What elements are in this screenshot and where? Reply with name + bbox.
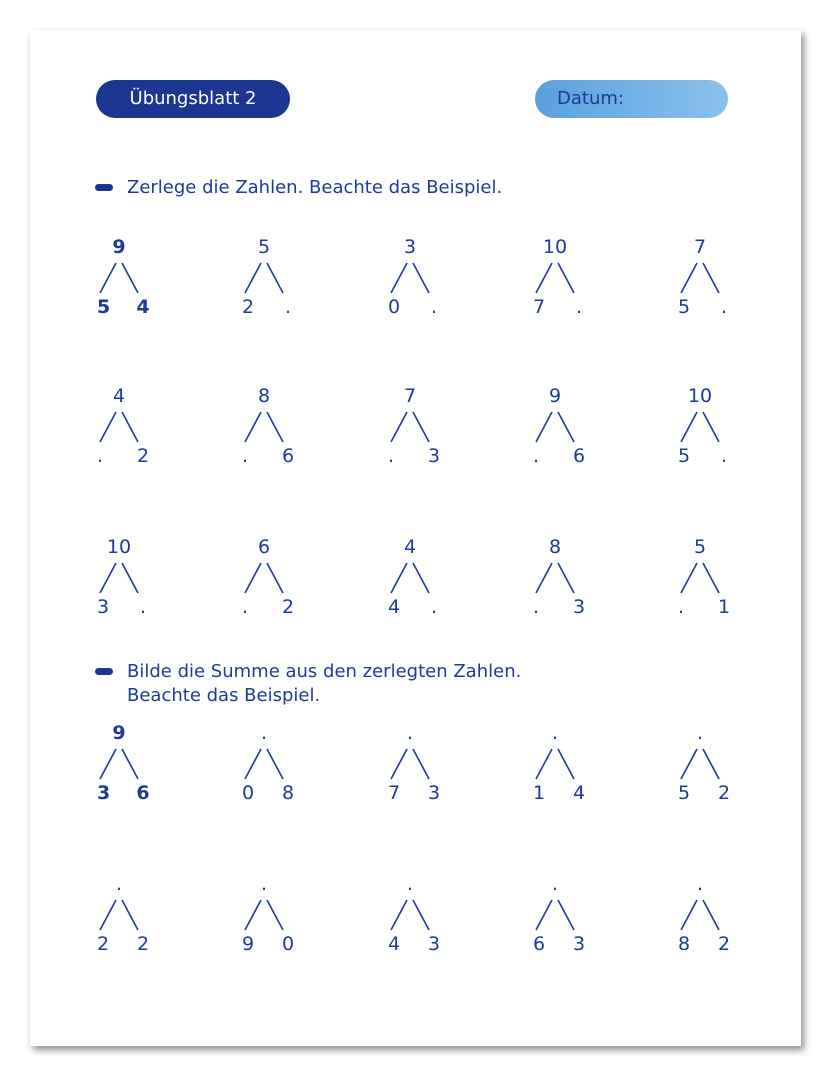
tree-branch-line — [558, 412, 574, 442]
tree-branch-line — [558, 900, 574, 930]
tree-right-number: 2 — [281, 596, 295, 618]
instruction-1-text: Zerlege die Zahlen. Beachte das Beispiel. — [127, 177, 503, 198]
tree-branch-line — [703, 263, 719, 293]
decompose-tree — [97, 536, 157, 626]
tree-branches — [97, 409, 147, 445]
tree-branches — [97, 897, 147, 933]
decompose-tree — [242, 536, 302, 626]
tree-branch-line — [267, 563, 283, 593]
tree-left-number: 3 — [97, 782, 111, 804]
sum-tree — [533, 873, 593, 963]
sum-tree — [678, 873, 738, 963]
tree-right-number: 3 — [427, 933, 441, 955]
tree-left-number: . — [242, 596, 249, 618]
tree-left-number: 5 — [97, 296, 111, 318]
tree-left-number: . — [242, 445, 249, 467]
tree-branches — [242, 560, 292, 596]
tree-branch-line — [681, 563, 697, 593]
tree-branch-line — [391, 900, 407, 930]
tree-top-number: 10 — [542, 236, 568, 258]
tree-left-number: 5 — [678, 782, 691, 804]
tree-right-number: 3 — [572, 933, 586, 955]
tree-branch-line — [245, 263, 261, 293]
tree-branch-line — [122, 412, 138, 442]
tree-left-number: 2 — [242, 296, 255, 318]
tree-branches — [533, 260, 583, 296]
tree-branch-line — [100, 412, 116, 442]
tree-branch-line — [413, 412, 429, 442]
tree-top-number: . — [260, 873, 268, 895]
tree-branch-line — [245, 412, 261, 442]
tree-branch-line — [122, 563, 138, 593]
tree-branches — [678, 409, 728, 445]
sum-tree — [678, 722, 738, 812]
tree-top-number: . — [406, 722, 414, 744]
tree-left-number: . — [678, 596, 685, 618]
tree-top-number: . — [260, 722, 268, 744]
tree-branch-line — [413, 749, 429, 779]
instruction-2-line1: Bilde die Summe aus den zerlegten Zahlen. — [127, 661, 522, 682]
worksheet — [30, 30, 801, 1046]
tree-branch-line — [391, 412, 407, 442]
tree-left-number: 4 — [388, 596, 401, 618]
decompose-tree — [678, 536, 738, 626]
tree-left-number: 4 — [388, 933, 401, 955]
tree-branch-line — [122, 263, 138, 293]
tree-top-number: 10 — [687, 385, 713, 407]
tree-right-number: . — [575, 296, 583, 318]
decompose-tree — [533, 536, 593, 626]
decompose-tree — [388, 385, 448, 475]
tree-top-number: . — [115, 873, 123, 895]
instruction-2-line2: Beachte das Beispiel. — [127, 685, 321, 706]
decompose-tree — [678, 236, 738, 326]
tree-left-number: . — [388, 445, 395, 467]
tree-branch-line — [703, 900, 719, 930]
tree-right-number: . — [139, 596, 147, 618]
tree-branches — [388, 409, 438, 445]
instruction-2 — [95, 660, 521, 708]
tree-branches — [242, 746, 292, 782]
tree-top-number: 9 — [112, 236, 126, 258]
tree-top-number: 3 — [403, 236, 417, 258]
tree-branch-line — [122, 900, 138, 930]
tree-branch-line — [703, 563, 719, 593]
tree-right-number: . — [430, 596, 438, 618]
tree-branch-line — [267, 412, 283, 442]
decompose-tree — [533, 236, 593, 326]
tree-right-number: 3 — [572, 596, 586, 618]
tree-branches — [678, 560, 728, 596]
tree-left-number: 2 — [97, 933, 110, 955]
tree-branches — [242, 409, 292, 445]
decompose-tree — [388, 236, 448, 326]
decompose-tree — [678, 385, 738, 475]
sum-tree — [97, 873, 157, 963]
sum-tree — [242, 873, 302, 963]
tree-branch-line — [681, 412, 697, 442]
tree-branch-line — [413, 900, 429, 930]
tree-right-number: . — [720, 445, 728, 467]
tree-right-number: 2 — [136, 445, 150, 467]
tree-branch-line — [122, 749, 138, 779]
tree-right-number: 6 — [136, 782, 150, 804]
tree-branches — [97, 560, 147, 596]
tree-left-number: 0 — [242, 782, 255, 804]
tree-left-number: 6 — [533, 933, 546, 955]
sum-tree — [388, 722, 448, 812]
tree-branches — [242, 897, 292, 933]
tree-top-number: . — [696, 873, 704, 895]
tree-branch-line — [558, 563, 574, 593]
tree-left-number: 5 — [678, 296, 691, 318]
tree-left-number: 5 — [678, 445, 691, 467]
bullet-dash-icon — [95, 184, 113, 191]
tree-branch-line — [100, 563, 116, 593]
tree-branches — [242, 260, 292, 296]
tree-branches — [678, 746, 728, 782]
tree-branch-line — [558, 749, 574, 779]
tree-top-number: 8 — [257, 385, 271, 407]
tree-top-number: . — [696, 722, 704, 744]
tree-branch-line — [413, 563, 429, 593]
tree-branches — [388, 897, 438, 933]
tree-left-number: 3 — [97, 596, 110, 618]
tree-top-number: 9 — [112, 722, 126, 744]
tree-branch-line — [391, 563, 407, 593]
tree-branch-line — [267, 900, 283, 930]
sum-tree — [242, 722, 302, 812]
tree-left-number: . — [533, 445, 540, 467]
tree-branch-line — [703, 749, 719, 779]
tree-right-number: 3 — [427, 782, 441, 804]
tree-top-number: . — [551, 722, 559, 744]
tree-top-number: 6 — [257, 536, 271, 558]
sum-tree — [533, 722, 593, 812]
tree-branch-line — [267, 749, 283, 779]
tree-branch-line — [245, 900, 261, 930]
tree-right-number: 6 — [572, 445, 586, 467]
tree-left-number: . — [533, 596, 540, 618]
tree-branch-line — [681, 900, 697, 930]
tree-branch-line — [681, 263, 697, 293]
tree-branches — [388, 746, 438, 782]
tree-right-number: 6 — [281, 445, 295, 467]
tree-left-number: 7 — [533, 296, 546, 318]
tree-top-number: 5 — [257, 236, 271, 258]
tree-left-number: 0 — [388, 296, 401, 318]
tree-right-number: 2 — [717, 782, 731, 804]
tree-branch-line — [703, 412, 719, 442]
tree-branch-line — [681, 749, 697, 779]
tree-branch-line — [558, 263, 574, 293]
tree-top-number: . — [406, 873, 414, 895]
tree-branch-line — [536, 749, 552, 779]
tree-branch-line — [413, 263, 429, 293]
tree-right-number: 2 — [717, 933, 731, 955]
tree-branches — [533, 560, 583, 596]
sum-tree — [388, 873, 448, 963]
tree-left-number: 7 — [388, 782, 401, 804]
tree-top-number: 7 — [403, 385, 417, 407]
decompose-tree — [97, 385, 157, 475]
tree-branches — [678, 260, 728, 296]
decompose-tree — [242, 385, 302, 475]
tree-top-number: 10 — [106, 536, 132, 558]
tree-left-number: 8 — [678, 933, 691, 955]
tree-right-number: . — [284, 296, 292, 318]
worksheet-title: Übungsblatt 2 — [96, 80, 290, 118]
tree-branches — [533, 409, 583, 445]
tree-branch-line — [391, 263, 407, 293]
tree-right-number: 4 — [136, 296, 150, 318]
tree-top-number: 5 — [693, 536, 707, 558]
instruction-1 — [95, 176, 502, 200]
tree-right-number: . — [720, 296, 728, 318]
tree-top-number: 9 — [548, 385, 562, 407]
tree-branch-line — [100, 263, 116, 293]
tree-branch-line — [245, 749, 261, 779]
tree-branches — [533, 897, 583, 933]
tree-left-number: 9 — [242, 933, 255, 955]
decompose-tree — [388, 536, 448, 626]
tree-branch-line — [100, 900, 116, 930]
tree-branch-line — [536, 412, 552, 442]
tree-top-number: 4 — [403, 536, 417, 558]
tree-branch-line — [245, 563, 261, 593]
tree-branches — [533, 746, 583, 782]
tree-branches — [388, 560, 438, 596]
tree-branch-line — [100, 749, 116, 779]
tree-top-number: 8 — [548, 536, 562, 558]
tree-left-number: . — [97, 445, 104, 467]
tree-right-number: 1 — [717, 596, 731, 618]
decompose-tree — [97, 236, 157, 326]
tree-top-number: 4 — [112, 385, 126, 407]
tree-branches — [97, 746, 147, 782]
decompose-tree — [533, 385, 593, 475]
tree-top-number: 7 — [693, 236, 707, 258]
tree-right-number: 8 — [281, 782, 295, 804]
decompose-tree — [242, 236, 302, 326]
tree-branch-line — [267, 263, 283, 293]
sum-tree — [97, 722, 157, 812]
tree-branch-line — [391, 749, 407, 779]
tree-left-number: 1 — [533, 782, 546, 804]
tree-right-number: . — [430, 296, 438, 318]
tree-branches — [388, 260, 438, 296]
bullet-dash-icon — [95, 668, 113, 675]
tree-top-number: . — [551, 873, 559, 895]
date-field[interactable]: Datum: — [535, 80, 728, 118]
tree-right-number: 0 — [281, 933, 295, 955]
tree-branch-line — [536, 900, 552, 930]
tree-right-number: 3 — [427, 445, 441, 467]
tree-branches — [97, 260, 147, 296]
tree-branches — [678, 897, 728, 933]
tree-branch-line — [536, 263, 552, 293]
tree-branch-line — [536, 563, 552, 593]
tree-right-number: 2 — [136, 933, 150, 955]
tree-right-number: 4 — [572, 782, 586, 804]
